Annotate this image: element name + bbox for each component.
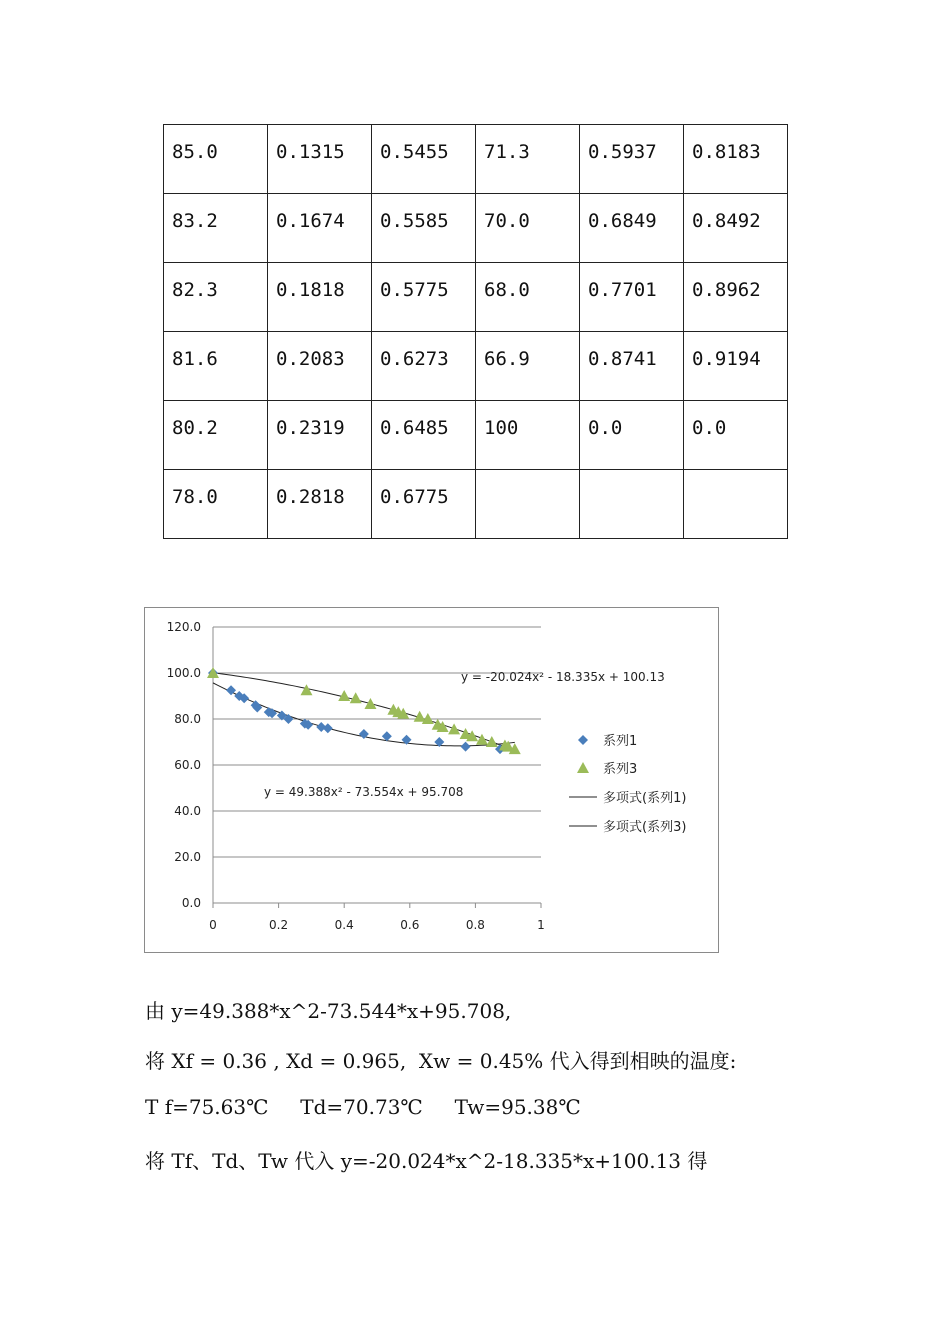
table-cell: 80.2 xyxy=(164,401,268,470)
substitution-line: 将 Xf = 0.36 , Xd = 0.965, Xw = 0.45% 代入得到相映的温度: xyxy=(145,1049,737,1073)
table-cell xyxy=(580,470,684,539)
table-cell: 0.6485 xyxy=(372,401,476,470)
chart-frame xyxy=(144,607,719,953)
table-cell: 0.5775 xyxy=(372,263,476,332)
y-tick-label: 100.0 xyxy=(166,666,201,680)
table-cell: 0.1674 xyxy=(268,194,372,263)
table-row xyxy=(164,470,788,539)
y-tick-label: 0.0 xyxy=(181,896,201,910)
x-tick-label: 1 xyxy=(537,918,545,932)
table-cell: 0.6849 xyxy=(580,194,684,263)
table-cell: 70.0 xyxy=(476,194,580,263)
series1-point xyxy=(323,723,333,733)
table-row xyxy=(164,401,788,470)
table-body xyxy=(164,125,788,539)
table-cell: 0.2083 xyxy=(268,332,372,401)
legend-label: 多项式(系列1) xyxy=(603,791,687,806)
legend-triangle-icon xyxy=(577,762,589,773)
table-cell: 82.3 xyxy=(164,263,268,332)
table-cell: 71.3 xyxy=(476,125,580,194)
legend-label: 系列1 xyxy=(603,734,638,749)
scatter-chart xyxy=(145,608,718,952)
table-row xyxy=(164,125,788,194)
y-tick-label: 20.0 xyxy=(174,850,201,864)
table-cell: 0.5455 xyxy=(372,125,476,194)
x-tick-label: 0 xyxy=(209,918,217,932)
table-cell: 0.6273 xyxy=(372,332,476,401)
table-cell xyxy=(684,470,788,539)
table-cell: 0.2818 xyxy=(268,470,372,539)
x-tick-label: 0.4 xyxy=(334,918,354,932)
equation-line: 由 y=49.388*x^2-73.544*x+95.708, xyxy=(145,999,512,1023)
series1-point xyxy=(461,742,471,752)
table-cell: 0.6775 xyxy=(372,470,476,539)
series3-point xyxy=(350,692,362,703)
table-cell: 0.8962 xyxy=(684,263,788,332)
table-cell: 0.9194 xyxy=(684,332,788,401)
table-cell xyxy=(476,470,580,539)
table-cell: 68.0 xyxy=(476,263,580,332)
table-cell: 78.0 xyxy=(164,470,268,539)
temperature-results-line: T f=75.63℃ Td=70.73℃ Tw=95.38℃ xyxy=(145,1095,581,1119)
table-row xyxy=(164,263,788,332)
table-row xyxy=(164,194,788,263)
x-tick-label: 0.6 xyxy=(400,918,420,932)
y-tick-label: 40.0 xyxy=(174,804,201,818)
table-cell: 0.7701 xyxy=(580,263,684,332)
table-cell: 0.8183 xyxy=(684,125,788,194)
data-table xyxy=(163,124,788,539)
table-cell: 0.0 xyxy=(580,401,684,470)
table-cell: 0.1818 xyxy=(268,263,372,332)
x-tick-label: 0.8 xyxy=(465,918,485,932)
table-cell: 66.9 xyxy=(476,332,580,401)
y-tick-label: 60.0 xyxy=(174,758,201,772)
series3-point xyxy=(448,723,460,734)
table-cell: 0.8741 xyxy=(580,332,684,401)
table-cell: 83.2 xyxy=(164,194,268,263)
table-cell: 0.2319 xyxy=(268,401,372,470)
legend-label: 多项式(系列3) xyxy=(603,820,687,835)
table-cell: 0.5937 xyxy=(580,125,684,194)
y-tick-label: 120.0 xyxy=(166,620,201,634)
table-cell: 100 xyxy=(476,401,580,470)
x-tick-label: 0.2 xyxy=(269,918,289,932)
table-cell: 0.8492 xyxy=(684,194,788,263)
trendline-equation-label: y = 49.388x² - 73.554x + 95.708 xyxy=(264,785,464,799)
trendline-equation-label: y = -20.024x² - 18.335x + 100.13 xyxy=(461,670,665,684)
table-cell: 0.5585 xyxy=(372,194,476,263)
series3-point xyxy=(476,734,488,745)
series3-point xyxy=(486,736,498,747)
series3-point xyxy=(364,698,376,709)
table-cell: 0.1315 xyxy=(268,125,372,194)
legend-label: 系列3 xyxy=(603,762,638,777)
table-cell: 85.0 xyxy=(164,125,268,194)
table-row xyxy=(164,332,788,401)
y-tick-label: 80.0 xyxy=(174,712,201,726)
table-cell: 81.6 xyxy=(164,332,268,401)
legend-diamond-icon xyxy=(578,735,588,745)
second-substitution-line: 将 Tf、Td、Tw 代入 y=-20.024*x^2-18.335*x+100.13 得 xyxy=(145,1149,708,1173)
table-cell: 0.0 xyxy=(684,401,788,470)
